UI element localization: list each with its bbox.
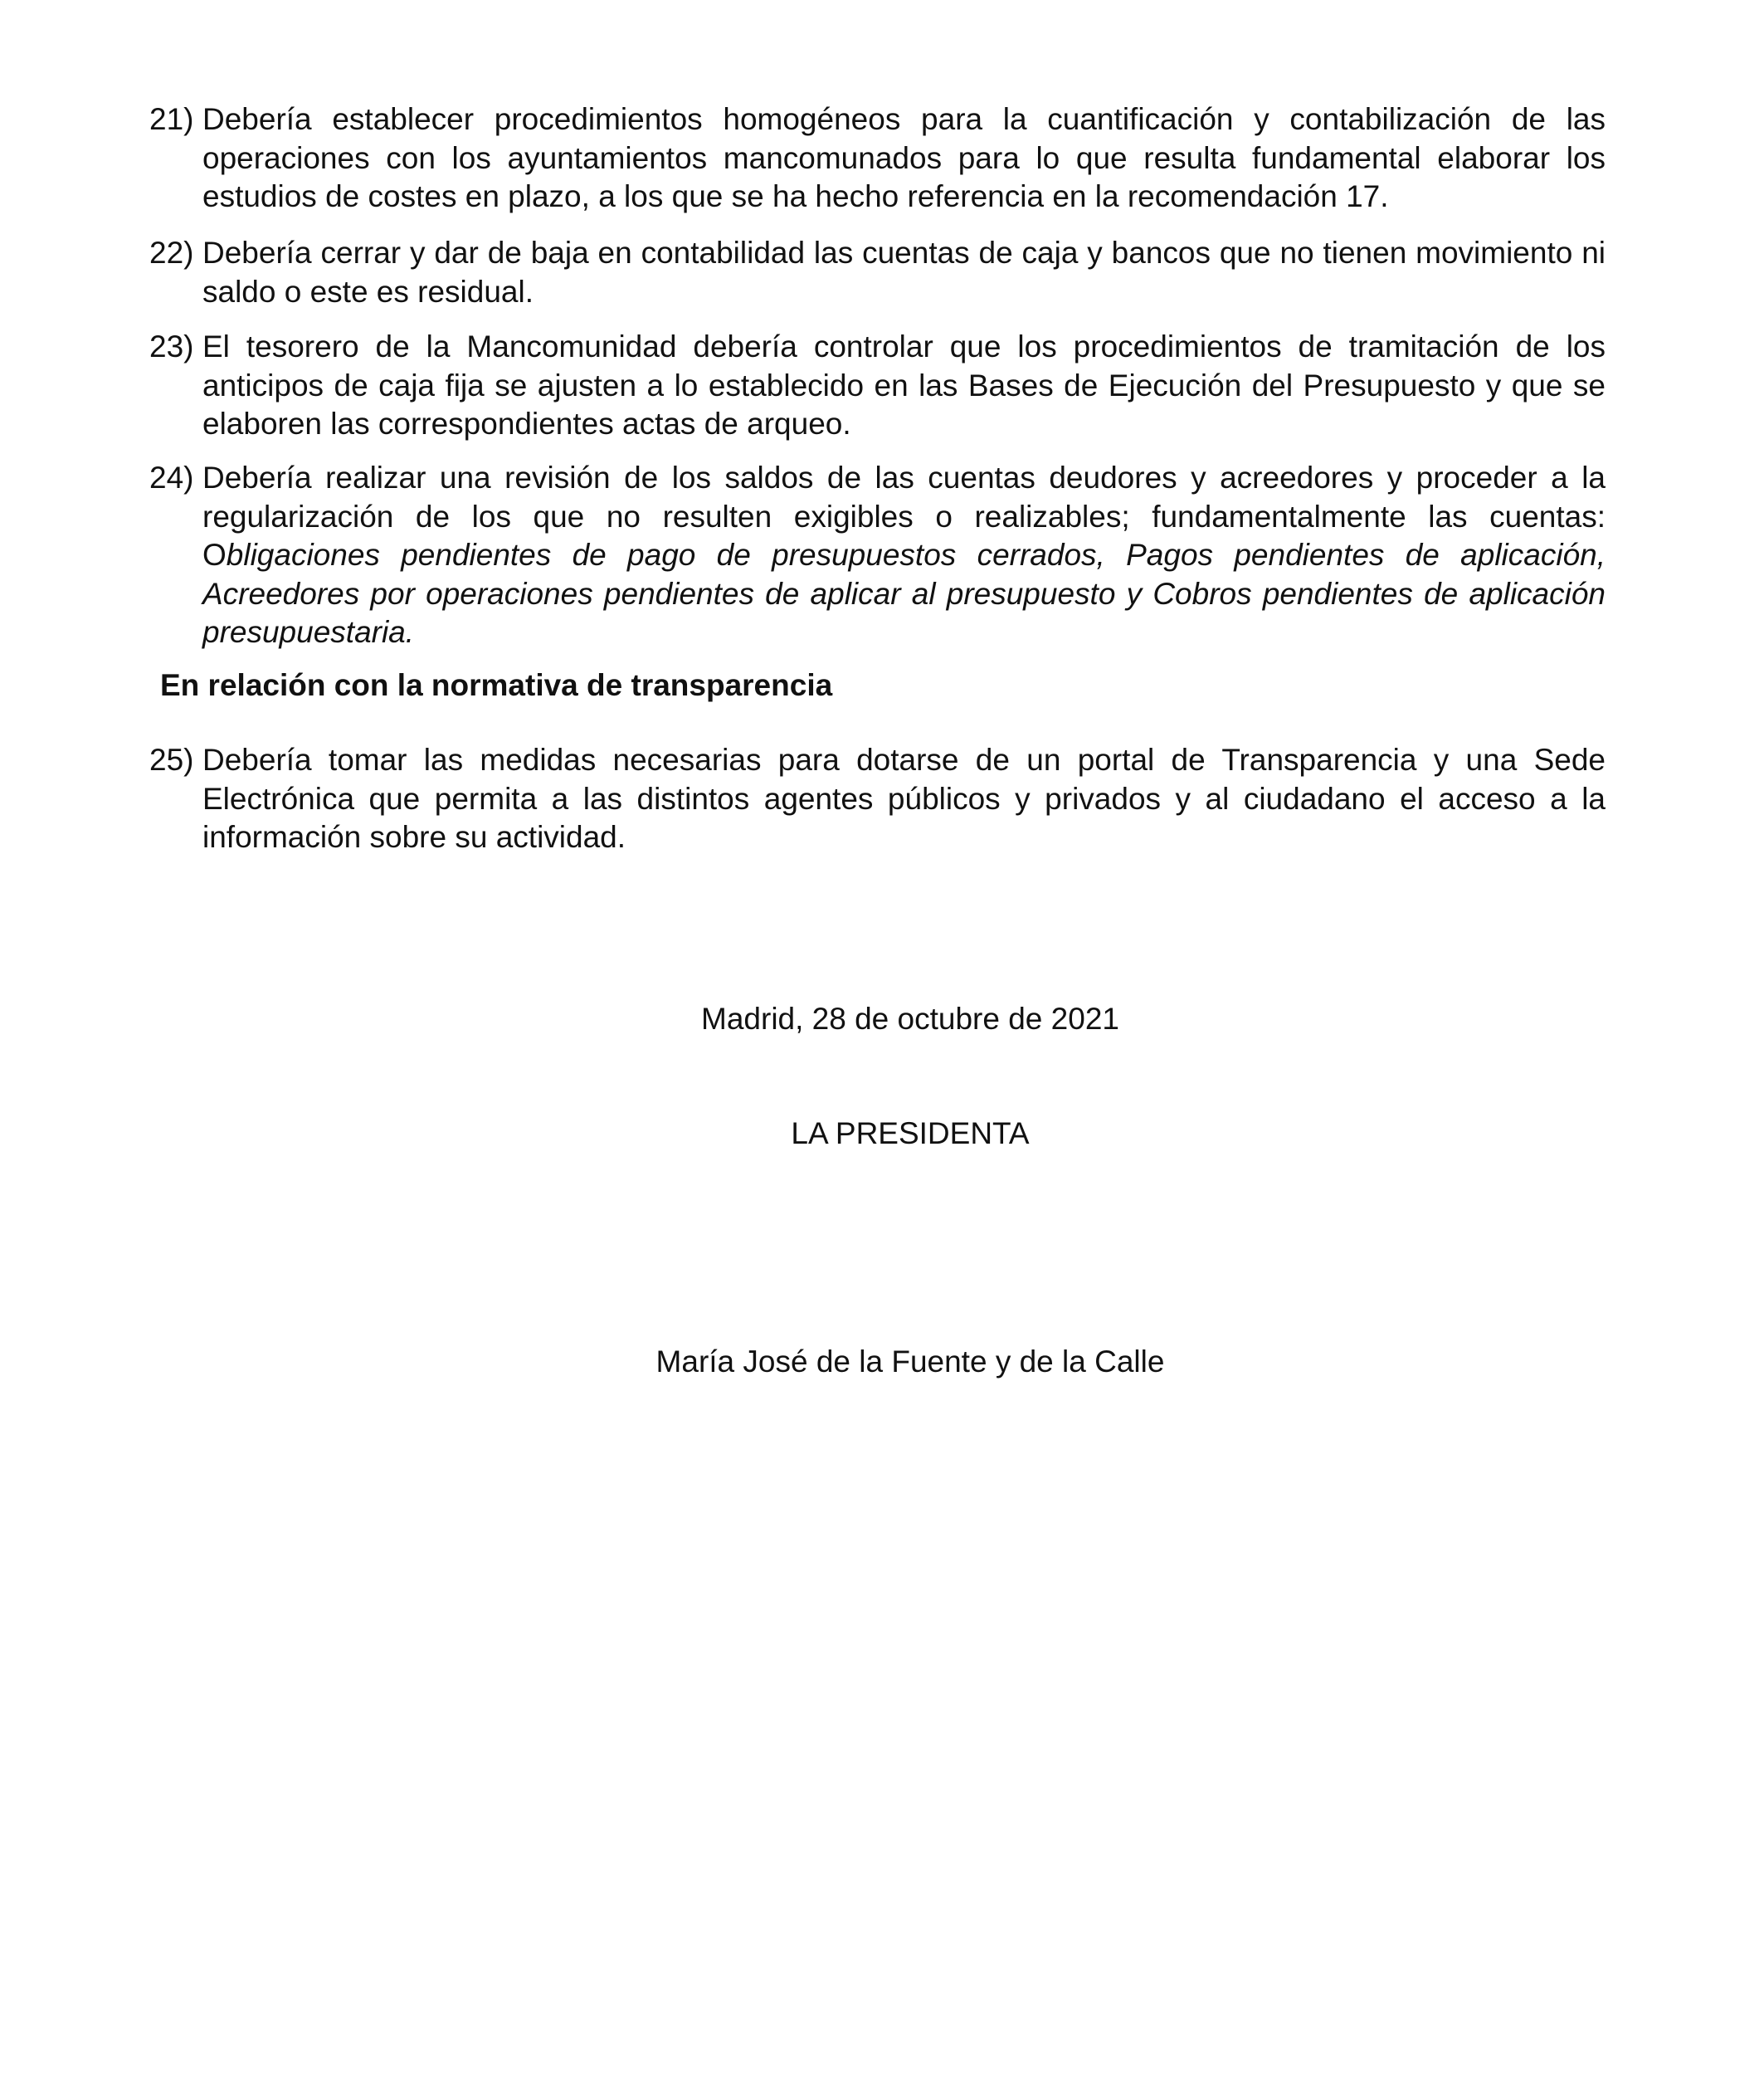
section-heading: En relación con la normativa de transparencia (160, 668, 833, 702)
item-text: El tesorero de la Mancomunidad debería controlar que los procedimientos de tramitación de los anticipos de caja fija se ajusten a lo establecido en las Bases de Ejecución del Presupuesto y que se elaboren las correspondientes actas de arqueo. (202, 329, 1606, 441)
item-number: 25) (149, 743, 194, 777)
item-number: 24) (149, 461, 194, 495)
recommendation-25 (149, 741, 1606, 857)
recommendation-24 (149, 459, 1606, 652)
item-text: Debería establecer procedimientos homogéneos para la cuantificación y contabilización de las operaciones con los ayuntamientos mancomunados para lo que resulta fundamental elaborar los estudios de costes en plazo, a los que se ha hecho referencia en la recomendación 17. (202, 102, 1606, 213)
item-number: 23) (149, 329, 194, 364)
item-text: Debería tomar las medidas necesarias para dotarse de un portal de Transparencia y una Sede Electrónica que permita a las distintos agentes públicos y privados y al ciudadano el acceso a la información sobre su actividad. (202, 743, 1606, 854)
recommendation-23 (149, 328, 1606, 444)
place-date: Madrid, 28 de octubre de 2021 (701, 1002, 1119, 1036)
signatory-name: María José de la Fuente y de la Calle (655, 1344, 1165, 1379)
signatory-role: LA PRESIDENTA (791, 1116, 1030, 1150)
item-text-italic: bligaciones pendientes de pago de presupuestos cerrados, Pagos pendientes de aplicación, Acreedores por operaciones pendientes de aplicar al presupuesto y Cobros pendientes de aplicación presupuestaria. (202, 538, 1606, 649)
item-text (202, 459, 1606, 652)
recommendation-21 (149, 100, 1606, 217)
item-number: 21) (149, 102, 194, 136)
item-number: 22) (149, 236, 194, 270)
item-text-plain: Debería realizar una revisión de los saldos de las cuentas deudores y acreedores y proceder a la regularización de los que no resulten exigibles o realizables; fundamentalmente las cuentas: O (202, 461, 1606, 572)
recommendation-22 (149, 234, 1606, 311)
item-text: Debería cerrar y dar de baja en contabilidad las cuentas de caja y bancos que no tienen movimiento ni saldo o este es residual. (202, 236, 1606, 309)
